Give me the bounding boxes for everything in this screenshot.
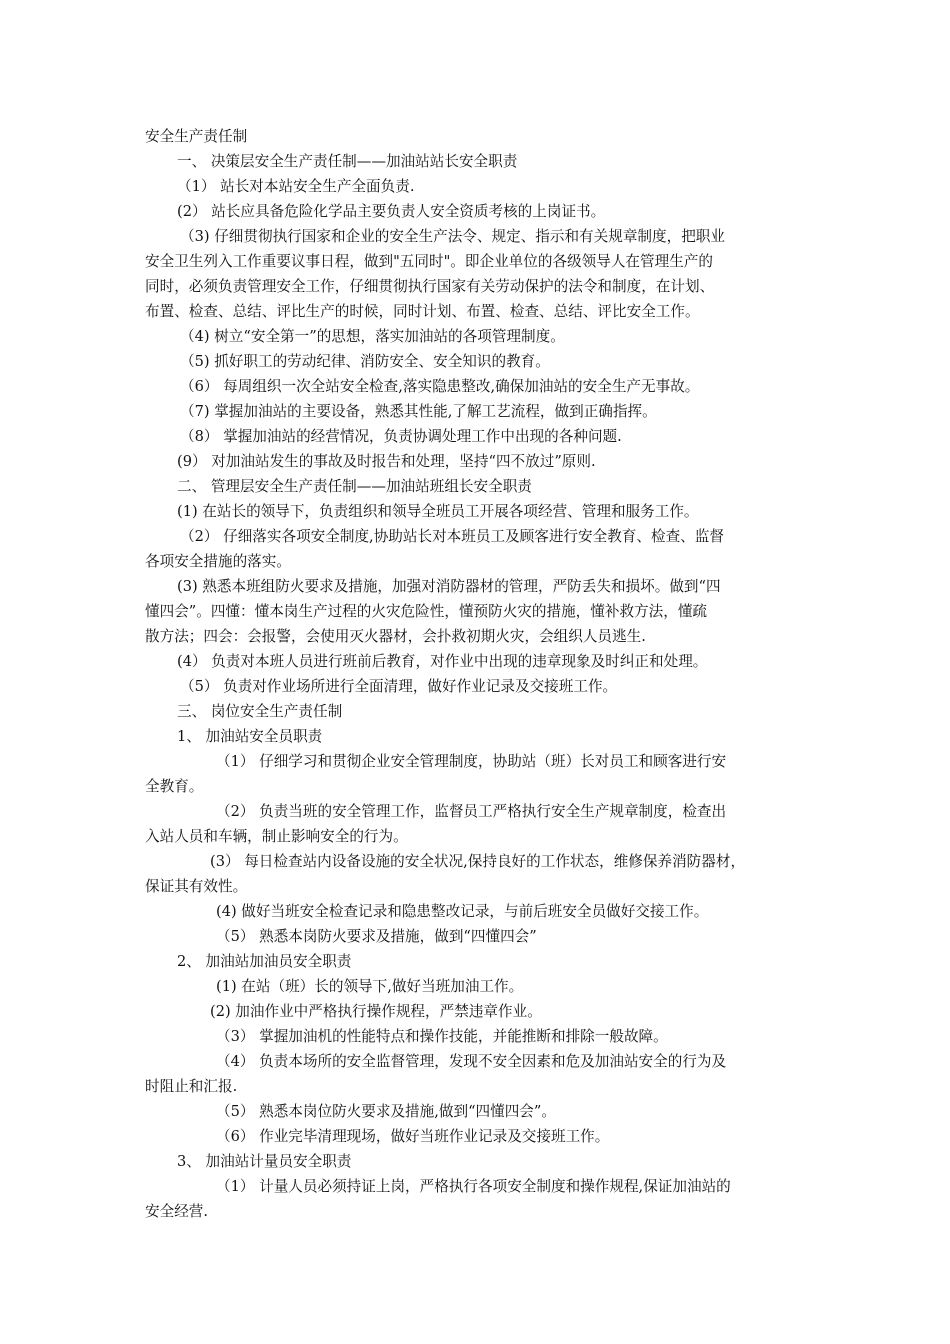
item-2-3-cont: 懂四会”。四懂：懂本岗生产过程的火灾危险性，懂预防火灾的措施，懂补救方法，懂疏	[145, 603, 708, 620]
item-2-1: (1) 在站长的领导下，负责组织和领导全班员工开展各项经营、管理和服务工作。	[177, 503, 699, 520]
item-1-5: （5) 抓好职工的劳动纪律、消防安全、安全知识的教育。	[180, 353, 550, 370]
item-1-3-cont: 安全卫生列入工作重要议事日程，做到"五同时"。即企业单位的各级领导人在管理生产的	[145, 253, 713, 270]
item-3-2-3: （3） 掌握加油机的性能特点和操作技能，并能推断和排除一般故障。	[216, 1028, 668, 1045]
item-3-2-5: （5） 熟悉本岗位防火要求及措施,做到“四懂四会”。	[216, 1103, 556, 1120]
item-2-5: （5） 负责对作业场所进行全面清理，做好作业记录及交接班工作。	[180, 678, 618, 695]
item-1-8: （8） 掌握加油站的经营情况，负责协调处理工作中出现的各种问题.	[180, 428, 622, 445]
item-3-1-5: （5） 熟悉本岗防火要求及措施，做到“四懂四会”	[216, 928, 537, 945]
item-2-2-cont: 各项安全措施的落实。	[145, 553, 291, 570]
section-heading-2: 二、 管理层安全生产责任制——加油站班组长安全职责	[177, 478, 532, 495]
section-heading-3: 三、 岗位安全生产责任制	[177, 703, 343, 720]
subsection-heading-1: 1、 加油站安全员职责	[177, 728, 323, 745]
item-1-6: （6） 每周组织一次全站安全检查,落实隐患整改,确保加油站的安全生产无事故。	[180, 378, 700, 395]
item-1-3-cont: 布置、检查、总结、评比生产的时候，同时计划、布置、检查、总结、评比安全工作。	[145, 303, 700, 320]
item-1-3: （3) 仔细贯彻执行国家和企业的安全生产法令、规定、指示和有关规章制度，把职业	[180, 228, 725, 245]
item-1-7: （7) 掌握加油站的主要设备，熟悉其性能,了解工艺流程，做到正确指挥。	[180, 403, 657, 420]
item-3-2-4-cont: 时阻止和汇报.	[145, 1078, 238, 1095]
item-2-2: （2） 仔细落实各项安全制度,协助站长对本班员工及顾客进行安全教育、检查、监督	[180, 528, 724, 545]
item-3-2-2: (2) 加油作业中严格执行操作规程，严禁违章作业。	[210, 1003, 542, 1020]
item-2-4: (4） 负责对本班人员进行班前后教育，对作业中出现的违章现象及时纠正和处理。	[177, 653, 708, 670]
subsection-heading-3: 3、 加油站计量员安全职责	[177, 1153, 352, 1170]
item-3-1-4: (4) 做好当班安全检查记录和隐患整改记录，与前后班安全员做好交接工作。	[216, 903, 709, 920]
item-1-9: (9） 对加油站发生的事故及时报告和处理，坚持“四不放过”原则.	[177, 453, 596, 470]
item-3-2-6: （6） 作业完毕清理现场，做好当班作业记录及交接班工作。	[216, 1128, 610, 1145]
item-1-1: （1） 站长对本站安全生产全面负责.	[177, 178, 415, 195]
subsection-heading-2: 2、 加油站加油员安全职责	[177, 953, 352, 970]
doc-title: 安全生产责任制	[145, 128, 248, 145]
item-3-1-3: (3） 每日检查站内设备设施的安全状况,保持良好的工作状态，维修保养消防器材，	[210, 853, 746, 870]
item-3-1-1-cont: 全教育。	[145, 778, 204, 795]
item-2-3: (3) 熟悉本班组防火要求及措施，加强对消防器材的管理，严防丢失和损坏。做到“四	[177, 578, 721, 595]
item-3-3-1: （1） 计量人员必须持证上岗，严格执行各项安全制度和操作规程,保证加油站的	[216, 1178, 731, 1195]
item-3-2-4: （4） 负责本场所的安全监督管理，发现不安全因素和危及加油站安全的行为及	[216, 1053, 727, 1070]
item-2-3-cont: 散方法；四会：会报警，会使用灭火器材，会扑救初期火灾，会组织人员逃生.	[145, 628, 646, 645]
section-heading-1: 一、 决策层安全生产责任制——加油站站长安全职责	[177, 153, 518, 170]
item-3-3-1-cont: 安全经营.	[145, 1203, 209, 1220]
item-3-1-1: （1） 仔细学习和贯彻企业安全管理制度，协助站（班）长对员工和顾客进行安	[216, 753, 727, 770]
item-1-4: （4) 树立“安全第一”的思想，落实加油站的各项管理制度。	[180, 328, 565, 345]
item-3-1-2: （2） 负责当班的安全管理工作，监督员工严格执行安全生产规章制度，检查出	[216, 803, 727, 820]
item-3-1-3-cont: 保证其有效性。	[145, 878, 248, 895]
item-1-3-cont: 同时，必须负责管理安全工作，仔细贯彻执行国家有关劳动保护的法令和制度，在计划、	[145, 278, 715, 295]
item-3-2-1: (1) 在站（班）长的领导下,做好当班加油工作。	[216, 978, 524, 995]
item-3-1-2-cont: 入站人员和车辆，制止影响安全的行为。	[145, 828, 408, 845]
item-1-2: (2） 站长应具备危险化学品主要负责人安全资质考核的上岗证书。	[177, 203, 606, 220]
